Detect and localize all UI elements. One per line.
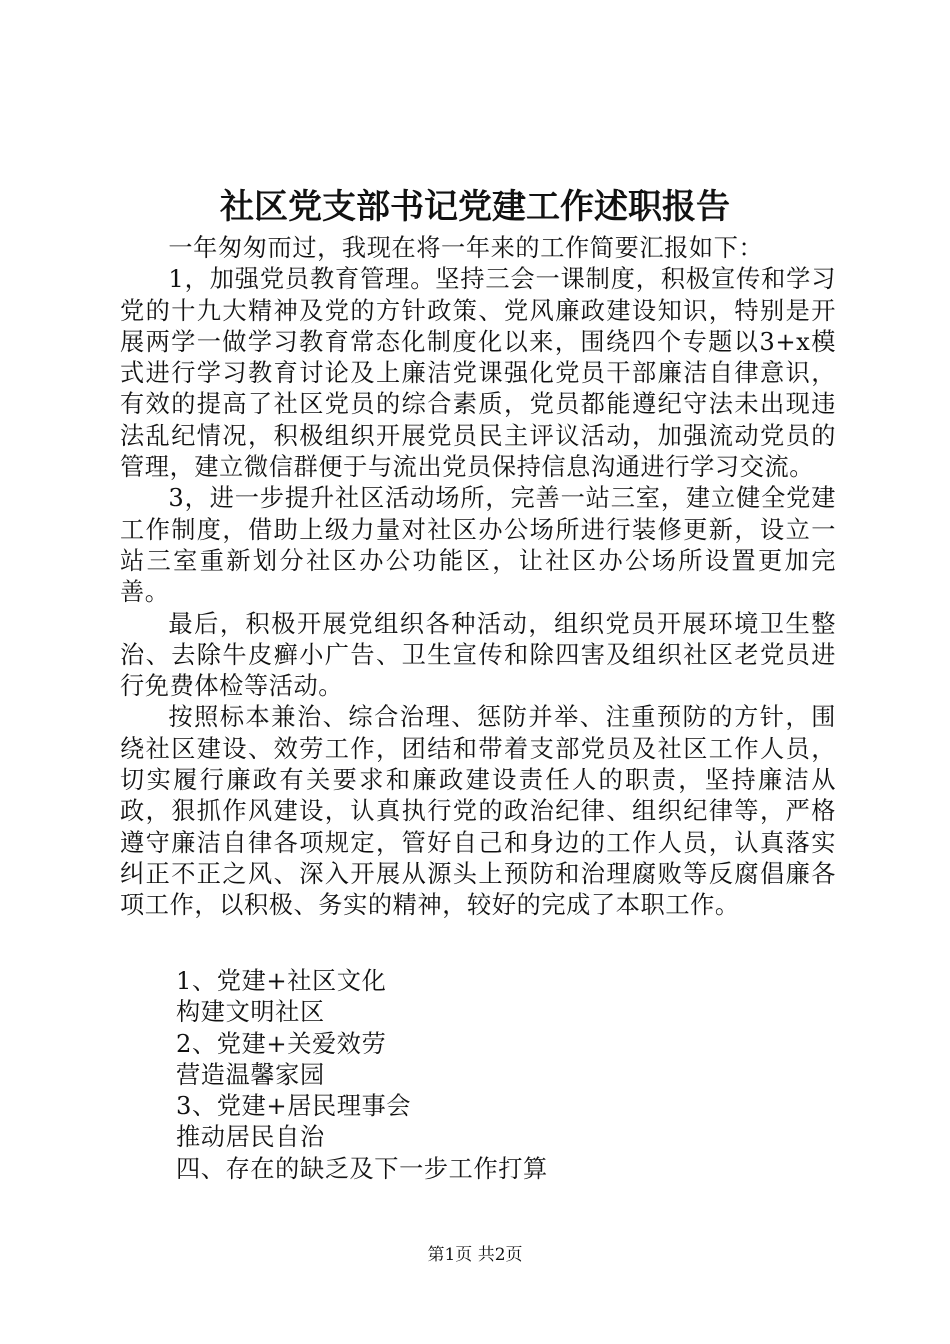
list-item: 1、党建+社区文化 (176, 967, 387, 995)
list-item: 3、党建+居民理事会 (176, 1092, 412, 1121)
paragraph-activity-venue: 3，进一步提升社区活动场所，完善一站三室，建立健全党建工作制度，借助上级力量对社区办公场所进行装修更新，设立一站三室重新划分社区办公功能区，让社区办公场所设置更加完善。 (120, 484, 836, 607)
list-item: 2、党建+关爱效劳 (176, 1029, 387, 1058)
paragraph-party-education: 1，加强党员教育管理。坚持三会一课制度，积极宣传和学习党的十九大精神及党的方针政策、党风廉政建设知识，特别是开展两学一做学习教育常态化制度化以来，围绕四个专题以3+x模式进行学习教育讨论及上廉洁党课强化党员干部廉洁自律意识，有效的提高了社区党员的综合素质，党员都能遵纪守法未出现违法乱纪情况，积极组织开展党员民主评议活动，加强流动党员的管理，建立微信群便于与流出党员保持信息沟通进行学习交流。 (120, 265, 836, 482)
paragraph-integrity: 按照标本兼治、综合治理、惩防并举、注重预防的方针，围绕社区建设、效劳工作，团结和带着支部党员及社区工作人员，切实履行廉政有关要求和廉政建设责任人的职责，坚持廉洁从政，狠抓作风建设，认真执行党的政治纪律、组织纪律等，严格遵守廉洁自律各项规定，管好自己和身边的工作人员，认真落实纠正不正之风、深入开展从源头上预防和治理腐败等反腐倡廉各项工作，以积极、务实的精神，较好的完成了本职工作。 (120, 703, 836, 920)
paragraph-organization-activities: 最后，积极开展党组织各种活动，组织党员开展环境卫生整治、去除牛皮癣小广告、卫生宣传和除四害及组织社区老党员进行免费体检等活动。 (120, 609, 836, 701)
page-footer: 第1页 共2页 (427, 1245, 523, 1265)
document-list (176, 966, 796, 1185)
paragraph-intro: 一年匆匆而过，我现在将一年来的工作简要汇报如下： (168, 234, 764, 262)
list-item: 四、存在的缺乏及下一步工作打算 (176, 1154, 548, 1183)
document-title: 社区党支部书记党建工作述职报告 (220, 187, 730, 227)
list-item: 营造温馨家园 (176, 1060, 325, 1089)
list-item: 推动居民自治 (176, 1123, 325, 1152)
document-body (120, 233, 836, 922)
list-item: 构建文明社区 (176, 998, 325, 1027)
